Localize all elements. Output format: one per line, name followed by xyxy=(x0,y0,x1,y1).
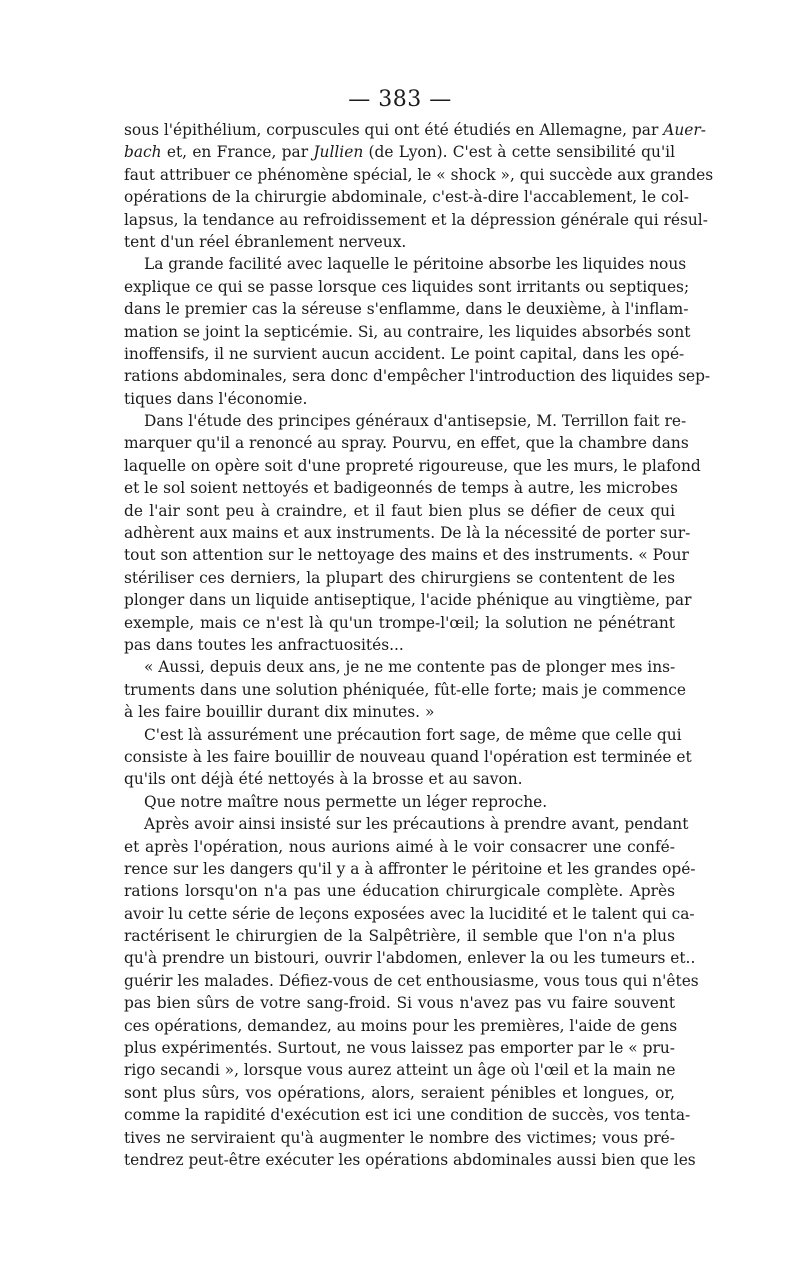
text-line xyxy=(124,903,695,925)
text-segment: Dans l'étude des principes généraux d'antisepsie, M. Terrillon fait re- xyxy=(144,412,687,431)
text-line xyxy=(124,701,675,723)
text-segment: Que notre maître nous permette un léger reproche. xyxy=(144,792,548,811)
body-text xyxy=(124,119,714,1171)
text-line xyxy=(124,1037,675,1059)
text-segment: qu'à prendre un bistouri, ouvrir l'abdomen, enlever la ou les tumeurs et.. xyxy=(124,949,696,968)
text-line xyxy=(124,746,692,768)
text-line xyxy=(124,388,675,410)
text-segment: inoffensifs, il ne survient aucun accident. Le point capital, dans les opé- xyxy=(124,344,685,363)
text-line xyxy=(124,656,675,678)
text-segment: adhèrent aux mains et aux instruments. De là la nécessité de porter sur- xyxy=(124,524,691,543)
text-line xyxy=(124,119,706,141)
text-line xyxy=(124,209,708,231)
text-line xyxy=(124,1104,691,1126)
text-segment: et après l'opération, nous aurions aimé à le voir consacrer une confé- xyxy=(124,837,675,856)
text-segment: mation se joint la septicémie. Si, au contraire, les liquides absorbés sont xyxy=(124,322,691,341)
text-line xyxy=(124,724,682,746)
text-line xyxy=(124,1015,678,1037)
italic-text-segment: bach xyxy=(124,143,162,162)
text-segment: « Aussi, depuis deux ans, je ne me contente pas de plonger mes ins- xyxy=(144,658,676,677)
italic-text-segment: Auer- xyxy=(663,121,706,139)
text-segment: rations lorsqu'on n'a pas une éducation chirurgicale complète. Après xyxy=(124,882,675,901)
text-line xyxy=(124,343,685,365)
text-line xyxy=(124,992,675,1014)
text-segment: opérations de la chirurgie abdominale, c'est-à-dire l'accablement, le col- xyxy=(124,188,689,207)
text-line xyxy=(124,276,690,298)
text-segment: et, en France, par xyxy=(161,143,314,162)
text-line xyxy=(124,164,714,186)
text-line xyxy=(124,947,696,969)
text-segment: marquer qu'il a renoncé au spray. Pourvu, en effet, que la chambre dans xyxy=(124,434,689,453)
text-line xyxy=(124,768,675,790)
text-segment: plus expérimentés. Surtout, ne vous laissez pas emporter par le « pru- xyxy=(124,1039,675,1058)
text-line xyxy=(124,1059,675,1081)
text-segment: pas dans toutes les anfractuosités... xyxy=(124,635,404,654)
text-line xyxy=(124,544,689,566)
text-segment: tiques dans l'économie. xyxy=(124,389,308,408)
text-segment: tives ne serviraient qu'à augmenter le nombre des victimes; vous pré- xyxy=(124,1128,675,1147)
text-segment: laquelle on opère soit d'une propreté rigoureuse, que les murs, le plafond xyxy=(124,456,701,475)
text-segment: La grande facilité avec laquelle le péritoine absorbe les liquides nous xyxy=(144,255,687,274)
text-line xyxy=(124,432,689,454)
text-line xyxy=(124,836,675,858)
text-segment: dans le premier cas la séreuse s'enflamme, dans le deuxième, à l'inflam- xyxy=(124,300,689,319)
text-line xyxy=(124,455,701,477)
text-line xyxy=(124,880,675,902)
text-segment: truments dans une solution phéniquée, fût-elle forte; mais je commence xyxy=(124,680,686,699)
italic-text-segment: Jullien xyxy=(313,143,364,162)
text-segment: Après avoir ainsi insisté sur les précautions à prendre avant, pendant xyxy=(144,815,689,834)
text-segment: et le sol soient nettoyés et badigeonnés de temps à autre, les microbes xyxy=(124,479,678,498)
text-line xyxy=(124,477,678,499)
text-line xyxy=(124,186,689,208)
text-segment: stériliser ces derniers, la plupart des chirurgiens se contentent de les xyxy=(124,568,675,587)
text-segment: exemple, mais ce n'est là qu'un trompe-l'œil; la solution ne pénétrant xyxy=(124,613,675,632)
text-line xyxy=(124,500,675,522)
text-segment: guérir les malades. Défiez-vous de cet enthousiasme, vous tous qui n'êtes xyxy=(124,971,699,990)
text-segment: rations abdominales, sera donc d'empêcher l'introduction des liquides sep- xyxy=(124,367,711,386)
text-segment: de l'air sont peu à craindre, et il faut bien plus se défier de ceux qui xyxy=(124,501,675,520)
text-line xyxy=(124,589,692,611)
text-segment: avoir lu cette série de leçons exposées avec la lucidité et le talent qui ca- xyxy=(124,904,695,923)
text-line xyxy=(124,813,689,835)
text-segment: consiste à les faire bouillir de nouveau quand l'opération est terminée et xyxy=(124,747,692,766)
text-segment: explique ce qui se passe lorsque ces liquides sont irritants ou septiques; xyxy=(124,277,690,296)
text-segment: qu'ils ont déjà été nettoyés à la brosse et au savon. xyxy=(124,770,523,789)
text-line xyxy=(124,925,675,947)
text-segment: sous l'épithélium, corpuscules qui ont été étudiés en Allemagne, par xyxy=(124,121,664,139)
text-segment: rence sur les dangers qu'il y a à affronter le péritoine et les grandes opé- xyxy=(124,859,696,878)
text-line xyxy=(124,298,689,320)
text-line xyxy=(124,1082,675,1104)
text-segment: sont plus sûrs, vos opérations, alors, seraient pénibles et longues, or, xyxy=(124,1083,675,1102)
text-line xyxy=(124,522,691,544)
text-segment: C'est là assurément une précaution fort sage, de même que celle qui xyxy=(144,725,682,744)
text-segment: plonger dans un liquide antiseptique, l'acide phénique au vingtième, par xyxy=(124,591,692,610)
text-segment: pas bien sûrs de votre sang-froid. Si vous n'avez pas vu faire souvent xyxy=(124,994,675,1013)
text-line xyxy=(124,1149,696,1171)
text-segment: lapsus, la tendance au refroidissement et la dépression générale qui résul- xyxy=(124,210,708,229)
text-line xyxy=(124,365,711,387)
text-line xyxy=(124,231,675,253)
text-segment: faut attribuer ce phénomène spécial, le « shock », qui succède aux grandes xyxy=(124,165,714,184)
text-segment: tout son attention sur le nettoyage des mains et des instruments. « Pour xyxy=(124,546,689,565)
text-segment: ractérisent le chirurgien de la Salpêtrière, il semble que l'on n'a plus xyxy=(124,927,675,946)
text-line xyxy=(124,1127,675,1149)
text-segment: tendrez peut-être exécuter les opérations abdominales aussi bien que les xyxy=(124,1150,696,1169)
text-line xyxy=(124,791,675,813)
text-segment: ces opérations, demandez, au moins pour les premières, l'aide de gens xyxy=(124,1016,678,1035)
text-line xyxy=(124,679,686,701)
text-line xyxy=(124,253,687,275)
text-line xyxy=(124,634,675,656)
text-line xyxy=(124,612,675,634)
text-segment: (de Lyon). C'est à cette sensibilité qu'il xyxy=(363,143,676,162)
text-line xyxy=(124,410,687,432)
text-line xyxy=(124,858,696,880)
text-line xyxy=(124,567,675,589)
text-segment: tent d'un réel ébranlement nerveux. xyxy=(124,232,407,251)
text-segment: comme la rapidité d'exécution est ici une condition de succès, vos tenta- xyxy=(124,1106,691,1125)
text-segment: à les faire bouillir durant dix minutes. » xyxy=(124,703,435,722)
text-line xyxy=(124,321,691,343)
text-segment: rigo secandi », lorsque vous aurez atteint un âge où l'œil et la main ne xyxy=(124,1061,676,1080)
page-number: — 383 — xyxy=(348,87,452,112)
text-line xyxy=(124,141,675,163)
text-line xyxy=(124,970,699,992)
